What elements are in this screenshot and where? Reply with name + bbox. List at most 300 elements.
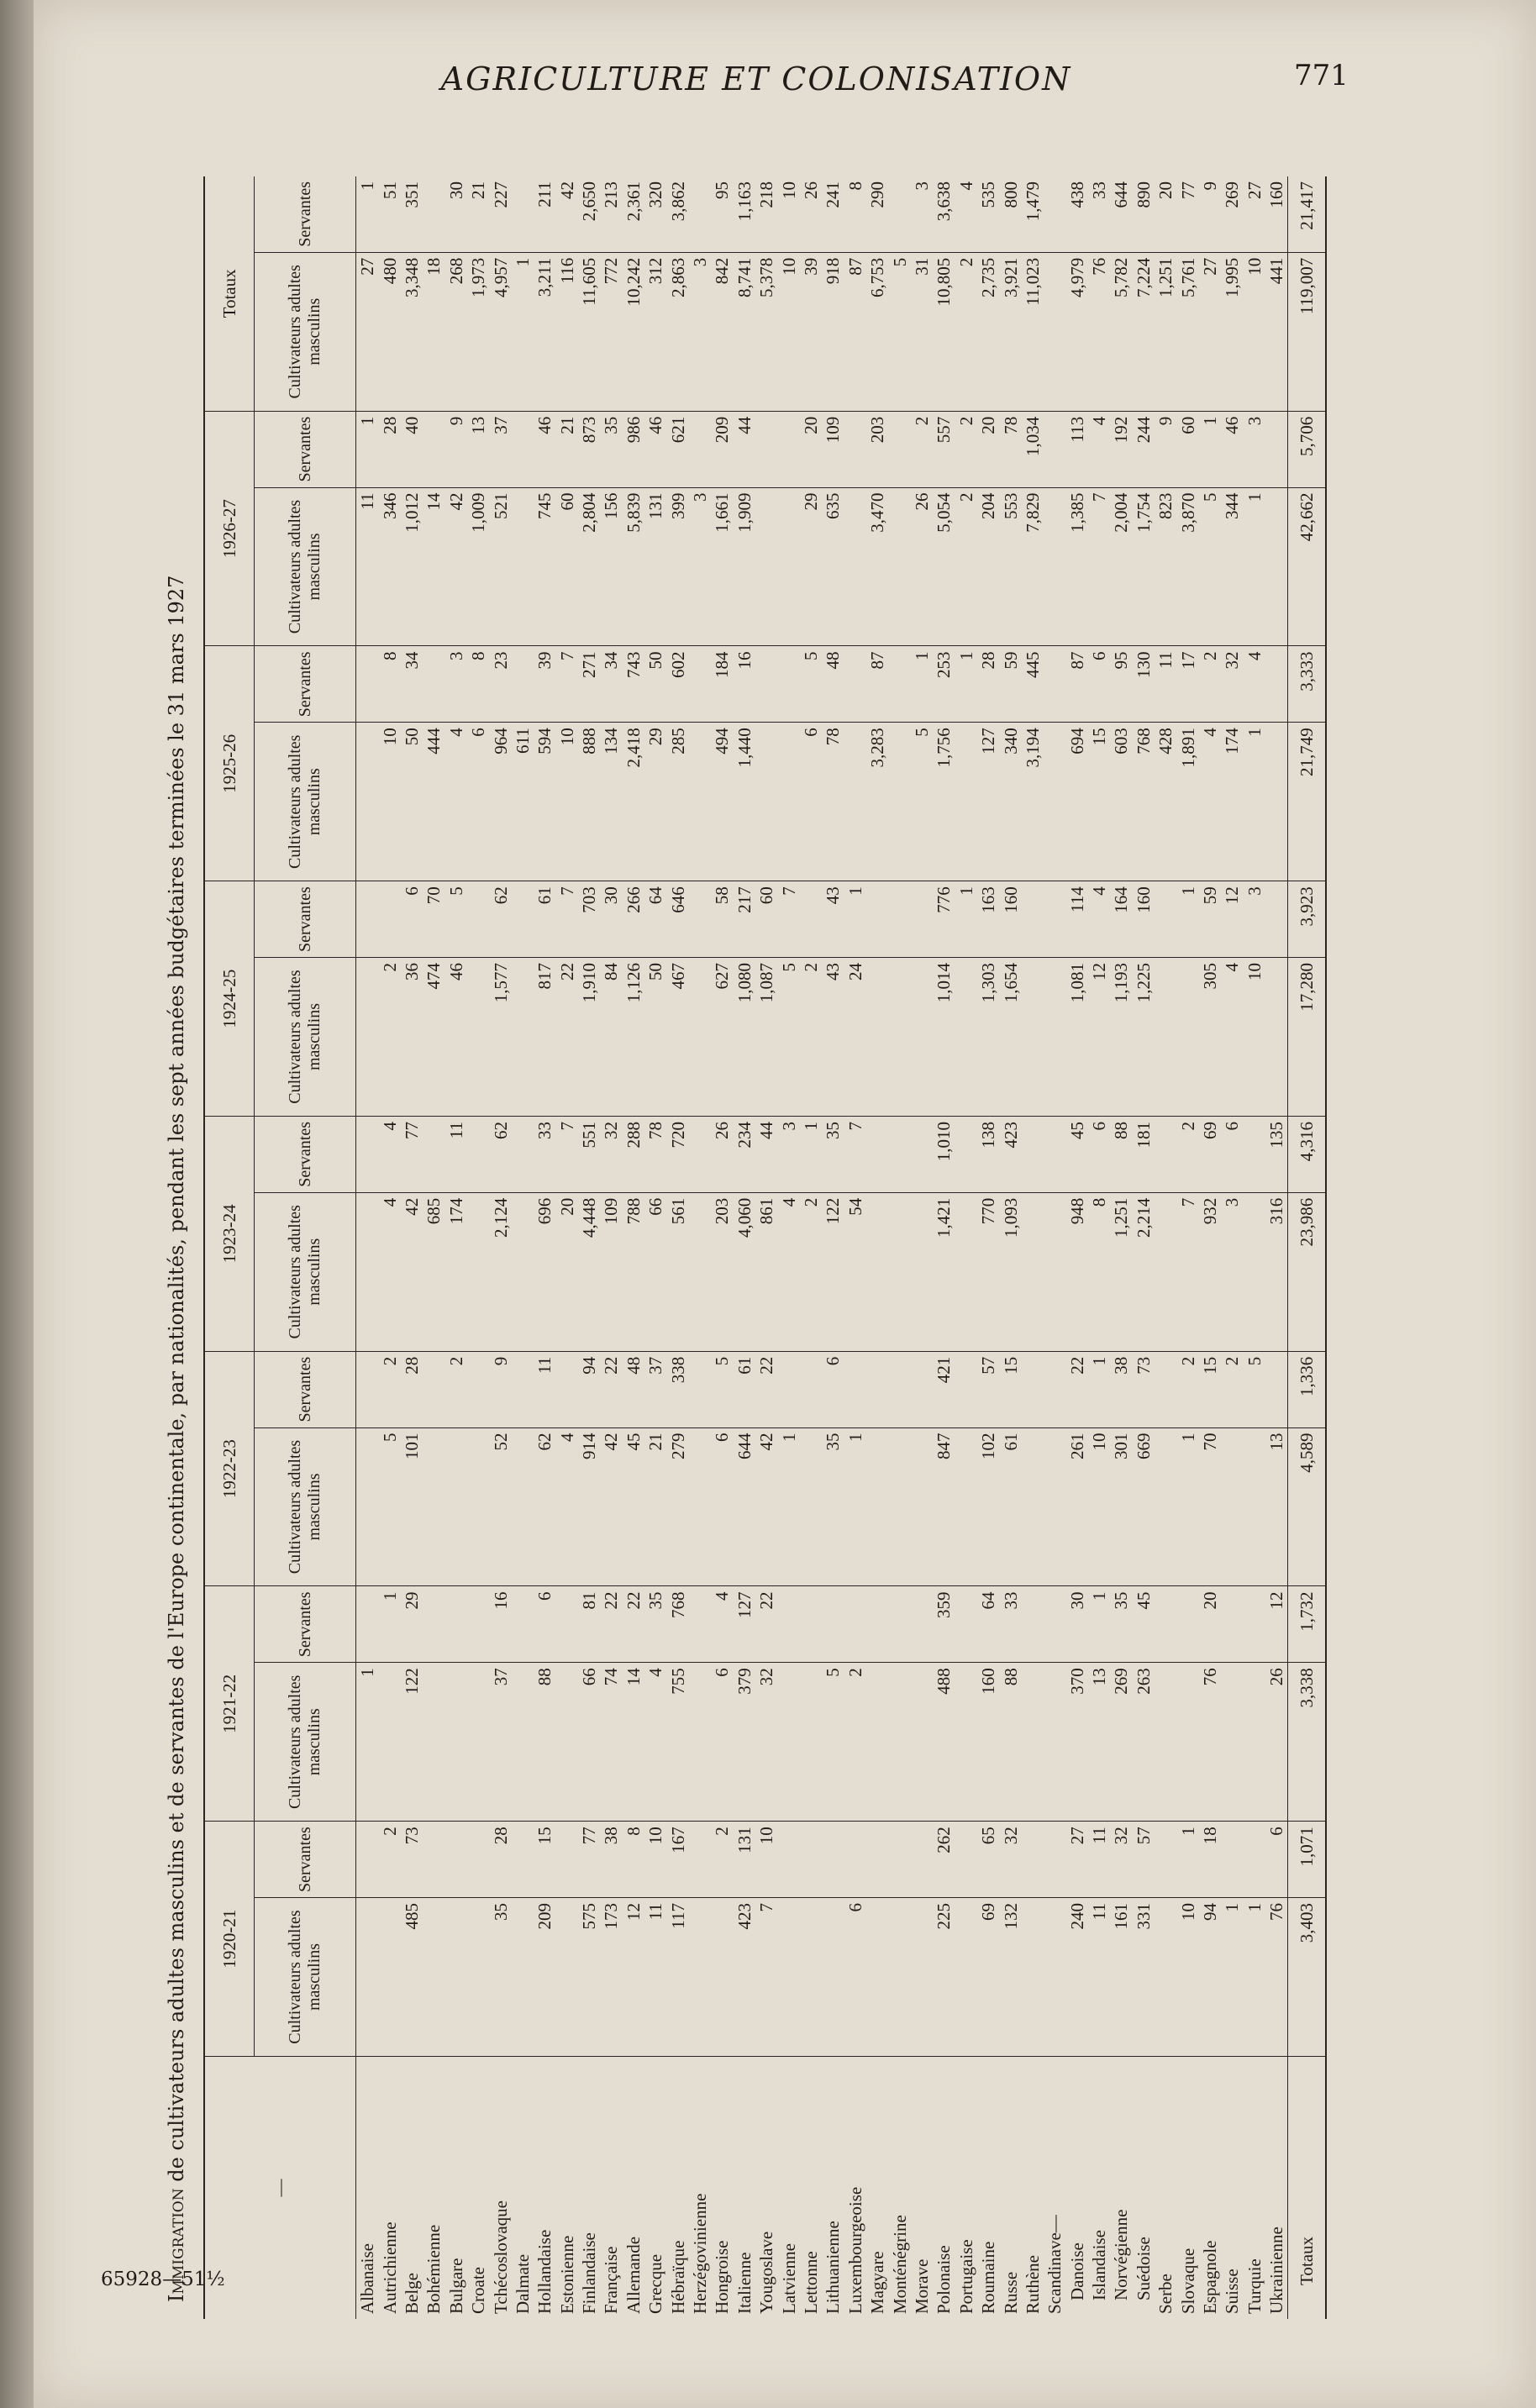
table-cell: 6 [822, 1351, 844, 1427]
table-cell [1022, 1898, 1044, 2057]
table-cell [888, 723, 910, 881]
row-label: Turquie [1244, 2258, 1265, 2314]
table-cell: 575 [578, 1898, 600, 2057]
table-cell: 88 [534, 1663, 555, 1822]
table-cell: 45 [1133, 1586, 1155, 1663]
table-cell: 7 [556, 1117, 578, 1193]
period-header: 1920-21 [204, 1822, 255, 2057]
table-cell: 1 [1176, 1822, 1198, 1898]
table-cell: 15 [534, 1822, 555, 1898]
table-cell [1265, 1351, 1288, 1427]
table-cell: 1 [356, 1663, 379, 1822]
table-cell [1265, 411, 1288, 487]
table-cell [1044, 1351, 1065, 1427]
table-cell [689, 1117, 711, 1193]
table-cell: 2,804 [578, 487, 600, 646]
subheader-cultivators: Cultivateurs adultes masculins [255, 252, 356, 411]
table-cell: 5 [378, 1427, 400, 1586]
table-cell: 77 [401, 1117, 423, 1193]
table-cell: 557 [933, 411, 955, 487]
table-cell: 1 [356, 176, 379, 252]
table-cell: 244 [1133, 411, 1155, 487]
table-cell [689, 958, 711, 1117]
table-cell: 553 [999, 487, 1021, 646]
totals-cell: 3,333 [1288, 646, 1327, 723]
table-cell: 181 [1133, 1117, 1155, 1193]
table-cell: 494 [711, 723, 733, 881]
table-cell: 173 [600, 1898, 622, 2057]
table-cell: 788 [623, 1192, 644, 1351]
table-cell [689, 1586, 711, 1663]
table-cell [1044, 1586, 1065, 1663]
table-cell [512, 411, 534, 487]
table-cell: 1 [1176, 1427, 1198, 1586]
table-cell: 50 [644, 646, 666, 723]
table-cell: 160 [977, 1663, 999, 1822]
table-cell: 1,093 [999, 1192, 1021, 1351]
table-cell: 9 [489, 1351, 511, 1427]
table-cell: 4 [777, 1192, 799, 1351]
table-cell [356, 881, 379, 958]
table-row [534, 176, 555, 2319]
table-cell [777, 723, 799, 881]
table-cell [1155, 958, 1176, 1117]
table-cell [1221, 1663, 1243, 1822]
table-cell: 8 [378, 646, 400, 723]
table-cell: 772 [600, 252, 622, 411]
table-cell [866, 1586, 888, 1663]
table-cell: 16 [489, 1586, 511, 1663]
table-cell: 43 [822, 881, 844, 958]
table-cell [356, 1586, 379, 1663]
table-cell: 346 [378, 487, 400, 646]
table-cell [689, 1427, 711, 1586]
table-row [1022, 176, 1044, 2319]
table-cell [1022, 1192, 1044, 1351]
table-cell: 263 [1133, 1663, 1155, 1822]
table-cell [911, 1351, 933, 1427]
row-label: Italienne [734, 2252, 755, 2314]
table-row [800, 176, 822, 2319]
table-cell: 914 [578, 1427, 600, 1586]
table-cell: 1,995 [1221, 252, 1243, 411]
table-cell: 1,087 [755, 958, 777, 1117]
period-header: 1924-25 [204, 881, 255, 1117]
table-cell: 2,361 [623, 176, 644, 252]
table-cell: 36 [401, 958, 423, 1117]
subheader-cultivators: Cultivateurs adultes masculins [255, 958, 356, 1117]
table-cell: 114 [1066, 881, 1088, 958]
table-cell: 8 [844, 176, 866, 252]
table-cell: 6 [467, 723, 489, 881]
table-cell: 5,378 [755, 252, 777, 411]
table-cell: 485 [401, 1898, 423, 2057]
table-cell: 30 [1066, 1586, 1088, 1663]
table-cell: 22 [600, 1351, 622, 1427]
table-cell: 26 [711, 1117, 733, 1193]
table-cell: 174 [445, 1192, 467, 1351]
table-cell [955, 1663, 977, 1822]
table-cell: 6 [1265, 1822, 1288, 1898]
table-cell: 2,863 [666, 252, 688, 411]
table-cell [512, 1117, 534, 1193]
table-cell: 203 [711, 1192, 733, 1351]
table-cell [888, 1117, 910, 1193]
row-label: Luxembourgeoise [844, 2186, 865, 2314]
table-cell: 1,225 [1133, 958, 1155, 1117]
table-cell: 1,126 [623, 958, 644, 1117]
table-cell: 3 [777, 1117, 799, 1193]
table-cell: 60 [556, 487, 578, 646]
table-cell: 78 [644, 1117, 666, 1193]
table-cell: 370 [1066, 1663, 1088, 1822]
table-cell: 69 [1199, 1117, 1221, 1193]
table-cell: 261 [1066, 1427, 1088, 1586]
row-label: Bohémienne [423, 2224, 444, 2314]
row-label: Hébraïque [667, 2240, 688, 2314]
table-cell: 1,163 [734, 176, 755, 252]
table-cell: 4 [1244, 646, 1265, 723]
table-cell [955, 1427, 977, 1586]
table-cell: 743 [623, 646, 644, 723]
table-row [356, 176, 379, 2319]
table-cell: 745 [534, 487, 555, 646]
table-cell: 21 [556, 411, 578, 487]
table-cell: 11 [644, 1898, 666, 2057]
table-cell: 1,754 [1133, 487, 1155, 646]
table-cell [512, 1351, 534, 1427]
table-cell [911, 1192, 933, 1351]
table-cell: 4 [378, 1192, 400, 1351]
table-cell: 768 [1133, 723, 1155, 881]
table-cell: 20 [1199, 1586, 1221, 1663]
table-cell: 46 [644, 411, 666, 487]
caption-lead: Immigration [165, 2188, 188, 2302]
subheader-cultivators: Cultivateurs adultes masculins [255, 1192, 356, 1351]
table-cell: 95 [711, 176, 733, 252]
table-cell: 62 [534, 1427, 555, 1586]
table-cell [689, 1663, 711, 1822]
table-cell: 57 [977, 1351, 999, 1427]
table-cell: 167 [666, 1822, 688, 1898]
table-row [734, 176, 755, 2319]
table-cell: 46 [1221, 411, 1243, 487]
table-cell [755, 646, 777, 723]
table-row [512, 176, 534, 2319]
table-cell: 2 [1176, 1351, 1198, 1427]
table-cell: 2,214 [1133, 1192, 1155, 1351]
table-cell: 685 [423, 1192, 444, 1351]
table-cell: 32 [600, 1117, 622, 1193]
table-cell: 6 [401, 881, 423, 958]
table-cell [866, 1663, 888, 1822]
table-cell [1244, 1822, 1265, 1898]
table-cell: 50 [401, 723, 423, 881]
row-label: Suédoise [1133, 2237, 1154, 2300]
table-cell: 28 [489, 1822, 511, 1898]
subheader-cultivators: Cultivateurs adultes masculins [255, 1427, 356, 1586]
table-cell [911, 958, 933, 1117]
table-cell [467, 958, 489, 1117]
table-cell [844, 1351, 866, 1427]
table-cell: 203 [866, 411, 888, 487]
table-cell [822, 1898, 844, 2057]
table-cell [711, 1898, 733, 2057]
table-cell [1044, 1117, 1065, 1193]
table-cell: 113 [1066, 411, 1088, 487]
table-cell [445, 1822, 467, 1898]
table-cell: 4 [556, 1427, 578, 1586]
table-cell: 1 [955, 881, 977, 958]
table-cell: 1,661 [711, 487, 733, 646]
table-cell: 3 [1221, 1192, 1243, 1351]
table-cell: 28 [378, 411, 400, 487]
period-header: 1926-27 [204, 411, 255, 646]
table-cell: 32 [999, 1822, 1021, 1898]
table-row [689, 176, 711, 2319]
table-cell: 131 [644, 487, 666, 646]
table-cell [467, 1822, 489, 1898]
table-cell: 26 [1265, 1663, 1288, 1822]
table-cell [1155, 1192, 1176, 1351]
table-cell: 59 [1199, 881, 1221, 958]
table-cell [777, 1351, 799, 1427]
table-cell: 84 [600, 958, 622, 1117]
totals-cell: 21,749 [1288, 723, 1327, 881]
table-cell: 156 [600, 487, 622, 646]
table-cell [423, 1427, 444, 1586]
table-cell: 73 [1133, 1351, 1155, 1427]
table-cell [844, 487, 866, 646]
table-cell: 48 [822, 646, 844, 723]
table-cell: 234 [734, 1117, 755, 1193]
table-cell: 3,921 [999, 252, 1021, 411]
table-cell: 6 [1221, 1117, 1243, 1193]
table-cell [1044, 1898, 1065, 2057]
table-row [933, 176, 955, 2319]
table-cell: 60 [1176, 411, 1198, 487]
table-cell: 6 [800, 723, 822, 881]
table-cell: 290 [866, 176, 888, 252]
table-row [755, 176, 777, 2319]
table-cell [1022, 1427, 1044, 1586]
table-cell: 18 [1199, 1822, 1221, 1898]
row-label: Tchécoslovaque [490, 2200, 511, 2314]
table-cell [445, 1586, 467, 1663]
table-cell: 611 [512, 723, 534, 881]
table-cell: 88 [1110, 1117, 1132, 1193]
table-row [777, 176, 799, 2319]
subheader-servants: Servantes [255, 646, 356, 723]
table-cell [1244, 1586, 1265, 1663]
table-cell: 5 [711, 1351, 733, 1427]
table-cell: 38 [600, 1822, 622, 1898]
table-cell: 1 [1088, 1586, 1110, 1663]
table-cell [1265, 646, 1288, 723]
table-cell: 776 [933, 881, 955, 958]
table-cell: 5 [822, 1663, 844, 1822]
table-cell: 1,909 [734, 487, 755, 646]
table-cell: 1,756 [933, 723, 955, 881]
table-cell: 174 [1221, 723, 1243, 881]
table-cell: 842 [711, 252, 733, 411]
subheader-cultivators: Cultivateurs adultes masculins [255, 723, 356, 881]
table-cell [556, 1351, 578, 1427]
table-row [866, 176, 888, 2319]
table-cell: 101 [401, 1427, 423, 1586]
table-cell [1176, 1586, 1198, 1663]
table-cell [1022, 881, 1044, 958]
table-cell: 64 [644, 881, 666, 958]
table-cell: 11 [1155, 646, 1176, 723]
subheader-servants: Servantes [255, 176, 356, 252]
table-cell: 768 [666, 1586, 688, 1663]
table-cell [689, 411, 711, 487]
table-cell: 51 [378, 176, 400, 252]
table-cell: 1,080 [734, 958, 755, 1117]
table-cell: 421 [933, 1351, 955, 1427]
table-cell [512, 487, 534, 646]
table-cell: 10,242 [623, 252, 644, 411]
table-cell [356, 1822, 379, 1898]
table-cell: 1,251 [1110, 1192, 1132, 1351]
row-label: Grecque [645, 2253, 666, 2314]
table-cell [955, 958, 977, 1117]
table-cell: 37 [489, 1663, 511, 1822]
table-cell: 76 [1199, 1663, 1221, 1822]
table-cell [1044, 411, 1065, 487]
table-cell: 7 [777, 881, 799, 958]
table-cell: 340 [999, 723, 1021, 881]
table-cell: 227 [489, 176, 511, 252]
table-row [467, 176, 489, 2319]
table-cell [911, 1117, 933, 1193]
table-cell: 964 [489, 723, 511, 881]
table-cell: 31 [911, 252, 933, 411]
table-cell: 635 [822, 487, 844, 646]
table-row [711, 176, 733, 2319]
table-cell [955, 1192, 977, 1351]
table-cell [911, 881, 933, 958]
table-cell: 305 [1199, 958, 1221, 1117]
table-cell: 823 [1155, 487, 1176, 646]
table-cell: 441 [1265, 252, 1288, 411]
table-cell [512, 1822, 534, 1898]
table-cell: 3,211 [534, 252, 555, 411]
table-cell: 54 [844, 1192, 866, 1351]
table-cell: 351 [401, 176, 423, 252]
table-cell [1044, 958, 1065, 1117]
table-cell [467, 881, 489, 958]
table-row [999, 176, 1021, 2319]
row-label: Morave [911, 2258, 932, 2314]
table-cell: 3 [1244, 411, 1265, 487]
table-cell: 21 [467, 176, 489, 252]
subheader-cultivators: Cultivateurs adultes masculins [255, 1898, 356, 2057]
table-row [1244, 176, 1265, 2319]
table-cell [1044, 1192, 1065, 1351]
totals-cell: 23,986 [1288, 1192, 1327, 1351]
table-cell: 480 [378, 252, 400, 411]
table-cell: 438 [1066, 176, 1088, 252]
table-cell: 22 [556, 958, 578, 1117]
table-cell [1155, 1117, 1176, 1193]
table-cell [467, 1898, 489, 2057]
table-cell: 4 [1221, 958, 1243, 1117]
table-cell: 1,010 [933, 1117, 955, 1193]
table-cell: 209 [711, 411, 733, 487]
table-cell [866, 1351, 888, 1427]
table-cell: 70 [423, 881, 444, 958]
table-cell: 4 [1088, 881, 1110, 958]
table-cell: 4 [1199, 723, 1221, 881]
table-row [378, 176, 400, 2319]
table-cell [423, 1351, 444, 1427]
table-cell: 10 [1088, 1427, 1110, 1586]
table-cell [866, 1898, 888, 2057]
table-cell: 646 [666, 881, 688, 958]
table-cell: 2 [711, 1822, 733, 1898]
table-cell [911, 1586, 933, 1663]
table-cell: 11 [356, 487, 379, 646]
table-cell: 24 [844, 958, 866, 1117]
row-label: Monténégrine [889, 2215, 910, 2314]
table-cell: 2 [378, 1351, 400, 1427]
table-cell: 2 [1176, 1117, 1198, 1193]
table-cell: 10 [644, 1822, 666, 1898]
table-cell: 7 [844, 1117, 866, 1193]
immigration-table [203, 176, 1327, 2319]
table-cell: 15 [1199, 1351, 1221, 1427]
period-header: 1922-23 [204, 1351, 255, 1586]
table-cell: 3,862 [666, 176, 688, 252]
table-row [489, 176, 511, 2319]
table-cell: 2 [378, 1822, 400, 1898]
row-label: Slovaque [1177, 2248, 1198, 2314]
table-cell: 127 [977, 723, 999, 881]
row-label: Lettonne [801, 2251, 821, 2314]
table-cell: 12 [1265, 1586, 1288, 1663]
totals-cell: 17,280 [1288, 958, 1327, 1117]
table-cell: 32 [755, 1663, 777, 1822]
table-cell [1221, 1822, 1243, 1898]
table-cell: 2 [844, 1663, 866, 1822]
table-cell [356, 1898, 379, 2057]
table-cell: 38 [1110, 1351, 1132, 1427]
table-cell: 45 [1066, 1117, 1088, 1193]
table-cell: 9 [445, 411, 467, 487]
table-cell: 535 [977, 176, 999, 252]
table-cell: 986 [623, 411, 644, 487]
table-cell [888, 1898, 910, 2057]
table-cell: 77 [1176, 176, 1198, 252]
table-cell: 15 [999, 1351, 1021, 1427]
totals-cell: 3,338 [1288, 1663, 1327, 1822]
table-cell: 2 [378, 958, 400, 1117]
table-cell: 122 [401, 1663, 423, 1822]
table-cell [423, 1898, 444, 2057]
table-cell: 6 [1088, 646, 1110, 723]
table-cell: 160 [1133, 881, 1155, 958]
table-cell [1244, 1117, 1265, 1193]
table-cell: 1 [800, 1117, 822, 1193]
table-cell: 312 [644, 252, 666, 411]
table-cell [755, 411, 777, 487]
row-label: Portugaise [955, 2239, 976, 2314]
table-cell: 2,650 [578, 176, 600, 252]
table-cell: 163 [977, 881, 999, 958]
table-cell [356, 1117, 379, 1193]
